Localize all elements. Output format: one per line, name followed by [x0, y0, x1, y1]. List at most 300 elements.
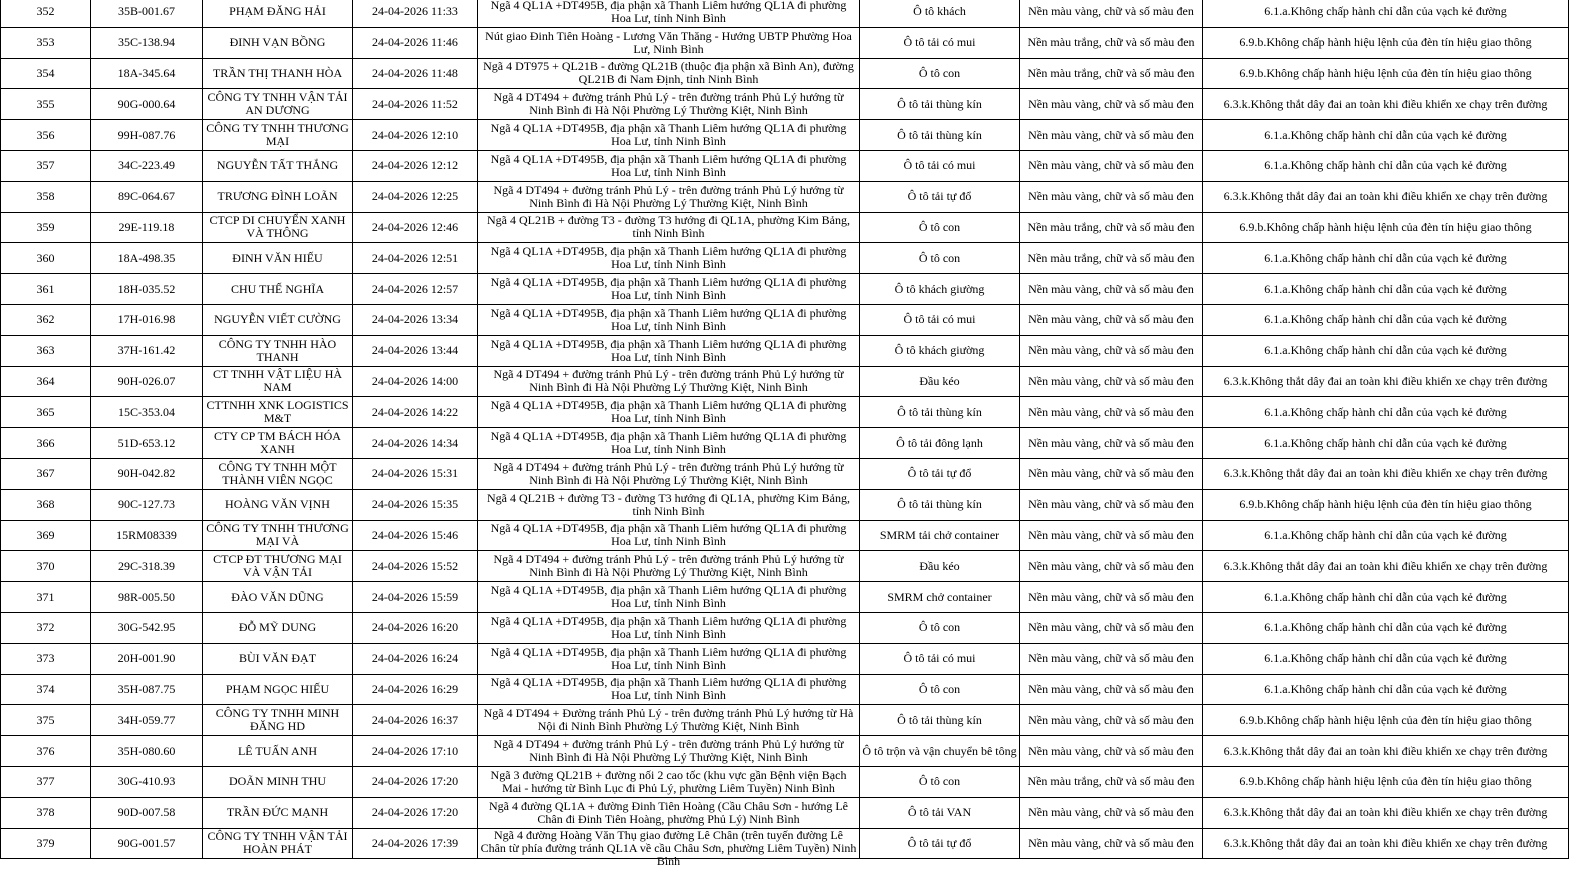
- time-cell-text: 24-04-2026 16:24: [371, 651, 459, 666]
- plate-cell: [91, 582, 203, 613]
- location-cell: [478, 612, 860, 643]
- owner-cell-text: CÔNG TY TNHH THƯƠNG MẠI: [206, 121, 349, 149]
- stt-cell: [1, 643, 91, 674]
- vehicle-type-cell-text: Ô tô tải thùng kín: [897, 127, 982, 142]
- location-cell: [478, 397, 860, 428]
- violation-cell: [1203, 58, 1569, 89]
- owner-cell: [203, 181, 353, 212]
- plate-color-cell-text: Nền màu trắng, chữ và số màu đen: [1027, 219, 1195, 234]
- plate-color-cell: [1020, 551, 1203, 582]
- time-cell: [353, 520, 478, 551]
- vehicle-type-cell-text: Ô tô trộn và vận chuyển bê tông: [862, 743, 1017, 758]
- table-row: [1, 520, 1569, 551]
- violation-cell-text: 6.1.a.Không chấp hành chỉ dẫn của vạch kẻ đường: [1264, 527, 1507, 542]
- vehicle-type-cell-text: Ô tô con: [918, 219, 961, 234]
- time-cell: [353, 797, 478, 828]
- time-cell: [353, 120, 478, 151]
- vehicle-type-cell-text: Ô tô tải thùng kín: [897, 404, 982, 419]
- plate-cell: [91, 766, 203, 797]
- table-row: [1, 304, 1569, 335]
- plate-color-cell-text: Nền màu vàng, chữ và số màu đen: [1028, 343, 1194, 358]
- location-cell-text: Ngã 4 QL1A +DT495B, địa phận xã Thanh Liêm hướng QL1A đi phường Hoa Lư, tỉnh Ninh Bình: [490, 336, 847, 364]
- time-cell: [353, 458, 478, 489]
- violation-cell: [1203, 428, 1569, 459]
- owner-cell-text: HOÀNG VĂN VỊNH: [225, 497, 330, 512]
- stt-cell: [1, 458, 91, 489]
- table-row: [1, 0, 1569, 27]
- violation-cell: [1203, 397, 1569, 428]
- plate-color-cell: [1020, 335, 1203, 366]
- time-cell: [353, 736, 478, 767]
- stt-cell: [1, 181, 91, 212]
- violation-cell: [1203, 150, 1569, 181]
- table-row: [1, 458, 1569, 489]
- location-cell: [478, 643, 860, 674]
- time-cell-text: 24-04-2026 12:10: [371, 127, 459, 142]
- time-cell: [353, 366, 478, 397]
- time-cell-text: 24-04-2026 13:44: [371, 343, 459, 358]
- table-row: [1, 120, 1569, 151]
- plate-cell-text: 34H-059.77: [117, 712, 176, 727]
- owner-cell: [203, 674, 353, 705]
- stt-cell-text: 353: [36, 35, 55, 50]
- stt-cell: [1, 551, 91, 582]
- stt-cell-text: 372: [36, 620, 55, 635]
- plate-cell: [91, 304, 203, 335]
- location-cell: [478, 89, 860, 120]
- location-cell-text: Ngã 4 QL21B + đường T3 - đường T3 hướng đi QL1A, phường Kim Bảng, tỉnh Ninh Bình: [486, 213, 851, 241]
- location-cell: [478, 366, 860, 397]
- stt-cell-text: 359: [36, 219, 55, 234]
- plate-cell: [91, 120, 203, 151]
- time-cell-text: 24-04-2026 11:48: [372, 65, 458, 80]
- owner-cell-text: PHẠM ĐĂNG HẢI: [229, 4, 326, 19]
- vehicle-type-cell-text: Đầu kéo: [919, 373, 960, 388]
- vehicle-type-cell: [860, 674, 1020, 705]
- owner-cell-text: CHU THẾ NGHĨA: [230, 281, 325, 296]
- vehicle-type-cell: [860, 643, 1020, 674]
- plate-color-cell-text: Nền màu vàng, chữ và số màu đen: [1028, 4, 1194, 19]
- plate-color-cell: [1020, 643, 1203, 674]
- location-cell: [478, 428, 860, 459]
- plate-color-cell-text: Nền màu vàng, chữ và số màu đen: [1028, 835, 1194, 850]
- location-cell-text: Nút giao Đinh Tiên Hoàng - Lương Văn Thăng - Hướng UBTP Phường Hoa Lư, Ninh Bình: [485, 28, 852, 56]
- time-cell: [353, 582, 478, 613]
- violation-cell: [1203, 797, 1569, 828]
- stt-cell: [1, 612, 91, 643]
- location-cell-text: Ngã 4 DT494 + Đường tránh Phủ Lý - trên đường tránh Phủ Lý hướng từ Hà Nội đi Ninh Bình Phường Lý Thường Kiệt, Ninh Bình: [483, 706, 854, 734]
- vehicle-type-cell: [860, 212, 1020, 243]
- stt-cell-text: 365: [36, 404, 55, 419]
- table-row: [1, 181, 1569, 212]
- owner-cell: [203, 397, 353, 428]
- table-row: [1, 736, 1569, 767]
- vehicle-type-cell-text: Ô tô tải VAN: [907, 805, 972, 820]
- table-row: [1, 582, 1569, 613]
- time-cell-text: 24-04-2026 12:12: [371, 158, 459, 173]
- time-cell: [353, 489, 478, 520]
- plate-color-cell-text: Nền màu vàng, chữ và số màu đen: [1028, 651, 1194, 666]
- stt-cell: [1, 274, 91, 305]
- time-cell: [353, 243, 478, 274]
- stt-cell-text: 377: [36, 774, 55, 789]
- plate-color-cell-text: Nền màu vàng, chữ và số màu đen: [1028, 620, 1194, 635]
- vehicle-type-cell-text: Ô tô tải tự đổ: [907, 466, 972, 481]
- stt-cell: [1, 828, 91, 859]
- stt-cell: [1, 304, 91, 335]
- violation-cell: [1203, 243, 1569, 274]
- stt-cell-text: 358: [36, 189, 55, 204]
- vehicle-type-cell: [860, 27, 1020, 58]
- stt-cell-text: 379: [36, 835, 55, 850]
- time-cell: [353, 612, 478, 643]
- plate-cell: [91, 489, 203, 520]
- owner-cell: [203, 89, 353, 120]
- time-cell: [353, 0, 478, 27]
- vehicle-type-cell-text: Ô tô khách giường: [894, 281, 985, 296]
- owner-cell-text: PHẠM NGỌC HIẾU: [225, 681, 330, 696]
- location-cell: [478, 120, 860, 151]
- owner-cell: [203, 366, 353, 397]
- plate-cell-text: 90D-007.58: [117, 805, 176, 820]
- owner-cell-text: CÔNG TY TNHH MINH ĐĂNG HD: [215, 706, 340, 734]
- location-cell: [478, 766, 860, 797]
- owner-cell: [203, 243, 353, 274]
- violation-cell: [1203, 366, 1569, 397]
- time-cell-text: 24-04-2026 17:39: [371, 835, 459, 850]
- violation-cell: [1203, 736, 1569, 767]
- plate-cell: [91, 335, 203, 366]
- time-cell: [353, 27, 478, 58]
- plate-color-cell-text: Nền màu vàng, chữ và số màu đen: [1028, 497, 1194, 512]
- table-row: [1, 366, 1569, 397]
- stt-cell: [1, 366, 91, 397]
- plate-cell: [91, 150, 203, 181]
- violation-cell-text: 6.9.b.Không chấp hành hiệu lệnh của đèn tín hiệu giao thông: [1239, 774, 1532, 789]
- plate-color-cell-text: Nền màu trắng, chữ và số màu đen: [1027, 35, 1195, 50]
- plate-color-cell: [1020, 428, 1203, 459]
- table-row: [1, 674, 1569, 705]
- location-cell: [478, 797, 860, 828]
- plate-color-cell-text: Nền màu trắng, chữ và số màu đen: [1027, 250, 1195, 265]
- owner-cell: [203, 150, 353, 181]
- owner-cell: [203, 274, 353, 305]
- plate-cell: [91, 643, 203, 674]
- plate-color-cell: [1020, 58, 1203, 89]
- owner-cell: [203, 797, 353, 828]
- violation-cell: [1203, 335, 1569, 366]
- owner-cell: [203, 766, 353, 797]
- vehicle-type-cell-text: Ô tô con: [918, 620, 961, 635]
- stt-cell-text: 360: [36, 250, 55, 265]
- vehicle-type-cell: [860, 736, 1020, 767]
- location-cell: [478, 304, 860, 335]
- plate-cell-text: 35C-138.94: [118, 35, 175, 50]
- vehicle-type-cell: [860, 582, 1020, 613]
- owner-cell-text: CTY CP TM BÁCH HÓA XANH: [214, 429, 341, 457]
- time-cell-text: 24-04-2026 17:20: [371, 774, 459, 789]
- owner-cell: [203, 458, 353, 489]
- owner-cell-text: TRẦN THỊ THANH HÒA: [212, 65, 343, 80]
- plate-color-cell: [1020, 243, 1203, 274]
- violation-cell-text: 6.3.k.Không thắt dây đai an toàn khi điều khiển xe chạy trên đường: [1223, 373, 1548, 388]
- time-cell: [353, 335, 478, 366]
- plate-cell: [91, 458, 203, 489]
- violation-cell-text: 6.1.a.Không chấp hành chỉ dẫn của vạch kẻ đường: [1264, 651, 1507, 666]
- owner-cell: [203, 705, 353, 736]
- plate-color-cell-text: Nền màu trắng, chữ và số màu đen: [1027, 774, 1195, 789]
- plate-color-cell-text: Nền màu trắng, chữ và số màu đen: [1027, 65, 1195, 80]
- violation-cell: [1203, 89, 1569, 120]
- plate-color-cell-text: Nền màu vàng, chữ và số màu đen: [1028, 743, 1194, 758]
- stt-cell-text: 378: [36, 805, 55, 820]
- violation-cell-text: 6.1.a.Không chấp hành chỉ dẫn của vạch kẻ đường: [1264, 620, 1507, 635]
- stt-cell: [1, 520, 91, 551]
- violation-cell: [1203, 181, 1569, 212]
- plate-cell: [91, 612, 203, 643]
- plate-color-cell: [1020, 304, 1203, 335]
- owner-cell-text: TRƯƠNG ĐÌNH LOÃN: [217, 189, 338, 204]
- stt-cell: [1, 397, 91, 428]
- plate-color-cell-text: Nền màu vàng, chữ và số màu đen: [1028, 404, 1194, 419]
- violation-cell: [1203, 582, 1569, 613]
- violation-cell-text: 6.1.a.Không chấp hành chỉ dẫn của vạch kẻ đường: [1264, 4, 1507, 19]
- owner-cell: [203, 520, 353, 551]
- time-cell-text: 24-04-2026 11:33: [372, 4, 458, 19]
- violation-cell-text: 6.3.k.Không thắt dây đai an toàn khi điều khiển xe chạy trên đường: [1223, 805, 1548, 820]
- owner-cell: [203, 828, 353, 859]
- plate-cell-text: 51D-653.12: [117, 435, 176, 450]
- owner-cell: [203, 736, 353, 767]
- location-cell-text: Ngã 4 DT494 + đường tránh Phủ Lý - trên đường tránh Phủ Lý hướng từ Ninh Bình đi Hà Nội Phường Lý Thường Kiệt, Ninh Bình: [493, 552, 844, 580]
- time-cell: [353, 828, 478, 859]
- vehicle-type-cell-text: SMRM chở container: [887, 589, 992, 604]
- vehicle-type-cell-text: Ô tô tải tự đổ: [907, 835, 972, 850]
- violation-cell-text: 6.1.a.Không chấp hành chỉ dẫn của vạch kẻ đường: [1264, 250, 1507, 265]
- vehicle-type-cell-text: Ô tô con: [918, 250, 961, 265]
- plate-color-cell: [1020, 274, 1203, 305]
- location-cell-text: Ngã 4 DT494 + đường tránh Phủ Lý - trên đường tránh Phủ Lý hướng từ Ninh Bình đi Hà Nội Phường Lý Thường Kiệt, Ninh Bình: [493, 90, 844, 118]
- violation-cell: [1203, 643, 1569, 674]
- plate-cell: [91, 428, 203, 459]
- plate-cell: [91, 243, 203, 274]
- violation-cell: [1203, 520, 1569, 551]
- plate-cell-text: 29C-318.39: [118, 558, 175, 573]
- plate-color-cell: [1020, 520, 1203, 551]
- table-row: [1, 27, 1569, 58]
- violation-cell-text: 6.3.k.Không thắt dây đai an toàn khi điều khiển xe chạy trên đường: [1223, 835, 1548, 850]
- plate-cell: [91, 797, 203, 828]
- table-row: [1, 212, 1569, 243]
- violation-cell-text: 6.3.k.Không thắt dây đai an toàn khi điều khiển xe chạy trên đường: [1223, 743, 1548, 758]
- vehicle-type-cell-text: Ô tô con: [918, 774, 961, 789]
- owner-cell-text: DOÃN MINH THU: [228, 774, 327, 789]
- plate-color-cell: [1020, 120, 1203, 151]
- owner-cell-text: CTTNHH XNK LOGISTICS M&T: [206, 398, 349, 426]
- owner-cell-text: CÔNG TY TNHH HÀO THANH: [218, 336, 337, 364]
- location-cell-text: Ngã 4 DT494 + đường tránh Phủ Lý - trên đường tránh Phủ Lý hướng từ Ninh Bình đi Hà Nội Phường Lý Thường Kiệt, Ninh Bình: [493, 459, 844, 487]
- violation-cell: [1203, 27, 1569, 58]
- table-row: [1, 428, 1569, 459]
- location-cell: [478, 212, 860, 243]
- stt-cell-text: 369: [36, 527, 55, 542]
- stt-cell-text: 367: [36, 466, 55, 481]
- vehicle-type-cell: [860, 520, 1020, 551]
- violation-cell: [1203, 612, 1569, 643]
- time-cell-text: 24-04-2026 11:46: [372, 35, 458, 50]
- stt-cell: [1, 243, 91, 274]
- owner-cell: [203, 304, 353, 335]
- location-cell-text: Ngã 4 QL1A +DT495B, địa phận xã Thanh Liêm hướng QL1A đi phường Hoa Lư, tỉnh Ninh Bình: [490, 644, 847, 672]
- time-cell: [353, 274, 478, 305]
- table-row: [1, 551, 1569, 582]
- plate-cell: [91, 212, 203, 243]
- stt-cell-text: 361: [36, 281, 55, 296]
- plate-cell-text: 37H-161.42: [117, 343, 176, 358]
- stt-cell: [1, 58, 91, 89]
- plate-cell-text: 35B-001.67: [118, 4, 175, 19]
- owner-cell-text: BÙI VĂN ĐẠT: [238, 651, 317, 666]
- location-cell: [478, 27, 860, 58]
- location-cell: [478, 736, 860, 767]
- owner-cell-text: LÊ TUẤN ANH: [237, 743, 318, 758]
- owner-cell: [203, 643, 353, 674]
- location-cell-text: Ngã 4 DT975 + QL21B - đường QL21B (thuộc địa phận xã Bình An), đường QL21B đi Nam Định, tỉnh Ninh Bình: [483, 59, 854, 87]
- location-cell-text: Ngã 4 QL1A +DT495B, địa phận xã Thanh Liêm hướng QL1A đi phường Hoa Lư, tỉnh Ninh Bình: [490, 121, 847, 149]
- stt-cell-text: 371: [36, 589, 55, 604]
- plate-cell: [91, 366, 203, 397]
- location-cell: [478, 181, 860, 212]
- stt-cell: [1, 705, 91, 736]
- plate-cell-text: 18A-345.64: [117, 65, 176, 80]
- location-cell-text: Ngã 4 DT494 + đường tránh Phủ Lý - trên đường tránh Phủ Lý hướng từ Ninh Bình đi Hà Nội Phường Lý Thường Kiệt, Ninh Bình: [493, 737, 844, 765]
- stt-cell-text: 352: [36, 4, 55, 19]
- stt-cell: [1, 335, 91, 366]
- plate-color-cell: [1020, 150, 1203, 181]
- plate-color-cell-text: Nền màu vàng, chữ và số màu đen: [1028, 681, 1194, 696]
- stt-cell: [1, 582, 91, 613]
- vehicle-type-cell: [860, 58, 1020, 89]
- stt-cell-text: 356: [36, 127, 55, 142]
- plate-color-cell-text: Nền màu vàng, chữ và số màu đen: [1028, 558, 1194, 573]
- stt-cell-text: 375: [36, 712, 55, 727]
- owner-cell-text: NGUYỄN VIẾT CƯỜNG: [214, 312, 341, 327]
- table-row: [1, 705, 1569, 736]
- location-cell-text: Ngã 4 QL1A +DT495B, địa phận xã Thanh Liêm hướng QL1A đi phường Hoa Lư, tỉnh Ninh Bình: [490, 244, 847, 272]
- vehicle-type-cell-text: Ô tô tải đông lạnh: [896, 435, 983, 450]
- vehicle-type-cell: [860, 397, 1020, 428]
- table-row: [1, 89, 1569, 120]
- plate-color-cell: [1020, 458, 1203, 489]
- vehicle-type-cell-text: Ô tô tải thùng kín: [897, 497, 982, 512]
- vehicle-type-cell: [860, 489, 1020, 520]
- violation-cell-text: 6.1.a.Không chấp hành chỉ dẫn của vạch kẻ đường: [1264, 281, 1507, 296]
- plate-color-cell-text: Nền màu vàng, chữ và số màu đen: [1028, 805, 1194, 820]
- time-cell-text: 24-04-2026 11:52: [372, 96, 458, 111]
- plate-color-cell-text: Nền màu vàng, chữ và số màu đen: [1028, 466, 1194, 481]
- violation-cell: [1203, 458, 1569, 489]
- table-row: [1, 612, 1569, 643]
- plate-color-cell-text: Nền màu vàng, chữ và số màu đen: [1028, 96, 1194, 111]
- plate-cell-text: 20H-001.90: [117, 651, 176, 666]
- stt-cell: [1, 736, 91, 767]
- plate-color-cell: [1020, 674, 1203, 705]
- time-cell-text: 24-04-2026 14:34: [371, 435, 459, 450]
- location-cell-text: Ngã 4 QL1A +DT495B, địa phận xã Thanh Liêm hướng QL1A đi phường Hoa Lư, tỉnh Ninh Bình: [490, 675, 847, 703]
- table-row: [1, 489, 1569, 520]
- vehicle-type-cell-text: Ô tô con: [918, 681, 961, 696]
- time-cell: [353, 150, 478, 181]
- violation-cell: [1203, 828, 1569, 859]
- plate-cell: [91, 397, 203, 428]
- owner-cell: [203, 582, 353, 613]
- table-row: [1, 797, 1569, 828]
- location-cell: [478, 58, 860, 89]
- plate-cell-text: 90H-026.07: [117, 373, 176, 388]
- vehicle-type-cell: [860, 428, 1020, 459]
- violation-cell-text: 6.9.b.Không chấp hành hiệu lệnh của đèn tín hiệu giao thông: [1239, 712, 1532, 727]
- time-cell-text: 24-04-2026 17:10: [371, 743, 459, 758]
- plate-color-cell-text: Nền màu vàng, chữ và số màu đen: [1028, 373, 1194, 388]
- vehicle-type-cell: [860, 89, 1020, 120]
- stt-cell-text: 368: [36, 497, 55, 512]
- stt-cell: [1, 797, 91, 828]
- plate-cell-text: 30G-542.95: [117, 620, 176, 635]
- plate-color-cell: [1020, 489, 1203, 520]
- owner-cell-text: CT TNHH VẬT LIỆU HÀ NAM: [212, 367, 343, 395]
- stt-cell: [1, 0, 91, 27]
- time-cell-text: 24-04-2026 14:22: [371, 404, 459, 419]
- plate-color-cell-text: Nền màu vàng, chữ và số màu đen: [1028, 189, 1194, 204]
- time-cell-text: 24-04-2026 15:35: [371, 497, 459, 512]
- time-cell: [353, 212, 478, 243]
- stt-cell-text: 364: [36, 373, 55, 388]
- location-cell-text: Ngã 4 DT494 + đường tránh Phủ Lý - trên đường tránh Phủ Lý hướng từ Ninh Bình đi Hà Nội Phường Lý Thường Kiệt, Ninh Bình: [493, 182, 844, 210]
- violation-cell: [1203, 212, 1569, 243]
- time-cell-text: 24-04-2026 12:51: [371, 250, 459, 265]
- vehicle-type-cell: [860, 828, 1020, 859]
- time-cell-text: 24-04-2026 12:25: [371, 189, 459, 204]
- owner-cell-text: ĐÀO VĂN DŨNG: [231, 589, 324, 604]
- table-row: [1, 150, 1569, 181]
- violation-cell: [1203, 120, 1569, 151]
- violation-cell-text: 6.1.a.Không chấp hành chỉ dẫn của vạch kẻ đường: [1264, 127, 1507, 142]
- owner-cell: [203, 212, 353, 243]
- table-row: [1, 58, 1569, 89]
- violation-cell: [1203, 674, 1569, 705]
- owner-cell: [203, 489, 353, 520]
- location-cell: [478, 335, 860, 366]
- location-cell-text: Ngã 3 đường QL21B + đường nối 2 cao tốc (khu vực gần Bệnh viện Bạch Mai - hướng từ Bình Lục đi Phủ Lý, phường Liêm Tuyền) Ninh Bình: [490, 767, 847, 795]
- table-row: [1, 397, 1569, 428]
- stt-cell: [1, 766, 91, 797]
- location-cell: [478, 243, 860, 274]
- plate-cell: [91, 705, 203, 736]
- table-row: [1, 828, 1569, 859]
- plate-color-cell-text: Nền màu vàng, chữ và số màu đen: [1028, 281, 1194, 296]
- vehicle-type-cell-text: Ô tô tải tự đổ: [907, 189, 972, 204]
- vehicle-type-cell: [860, 0, 1020, 27]
- violation-cell-text: 6.1.a.Không chấp hành chỉ dẫn của vạch kẻ đường: [1264, 312, 1507, 327]
- time-cell-text: 24-04-2026 15:31: [371, 466, 459, 481]
- vehicle-type-cell: [860, 797, 1020, 828]
- plate-cell-text: 90C-127.73: [118, 497, 175, 512]
- plate-color-cell: [1020, 797, 1203, 828]
- violation-cell: [1203, 551, 1569, 582]
- plate-color-cell: [1020, 397, 1203, 428]
- owner-cell-text: CÔNG TY TNHH MỘT THÀNH VIÊN NGỌC: [218, 459, 337, 487]
- stt-cell: [1, 674, 91, 705]
